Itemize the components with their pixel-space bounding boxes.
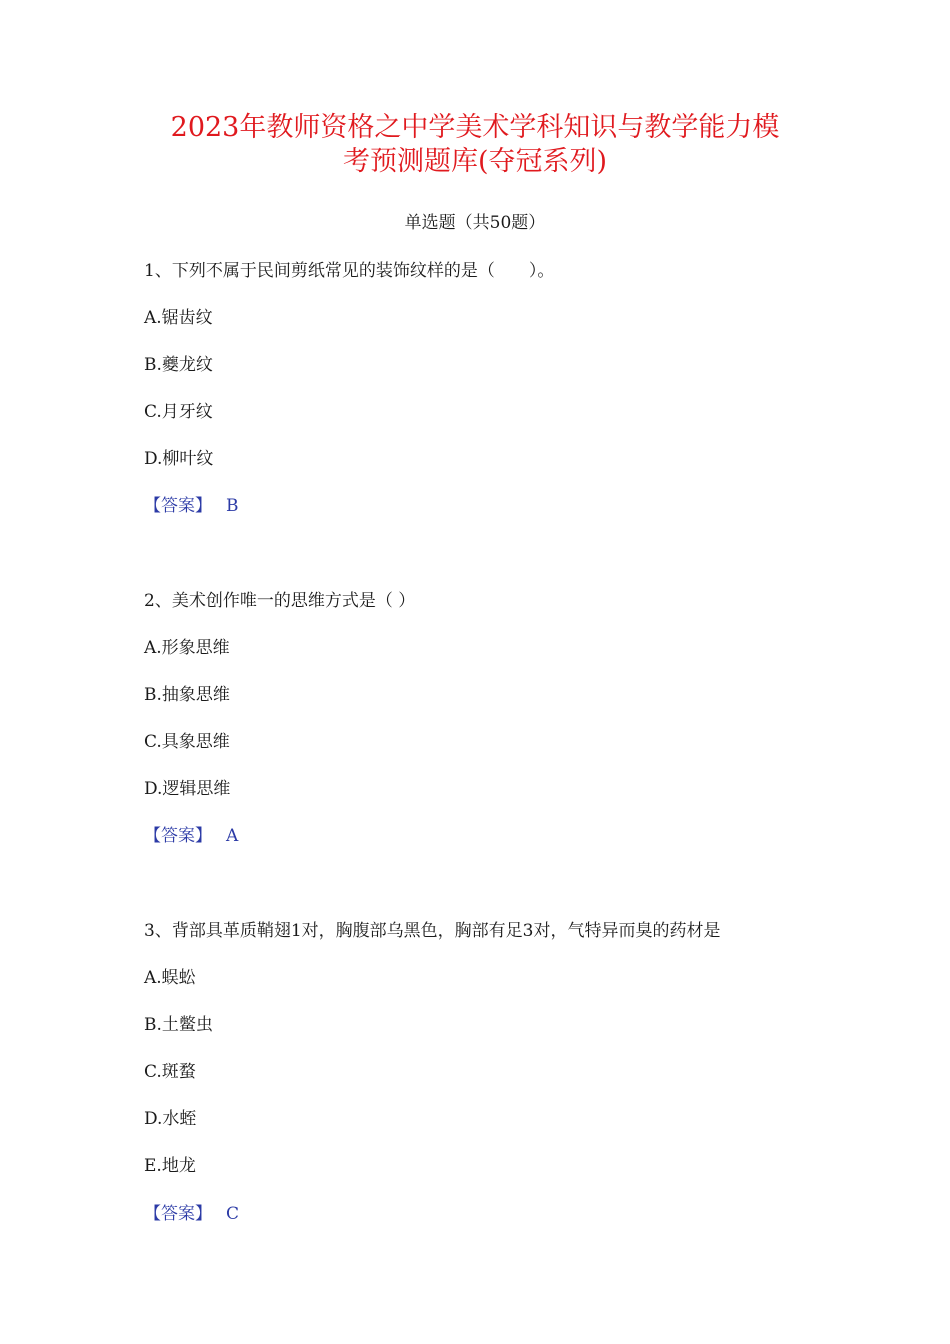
question-3-option-c: C.斑蝥 xyxy=(144,1062,196,1082)
question-1-option-b: B.夔龙纹 xyxy=(144,355,213,375)
answer-value: C xyxy=(226,1204,240,1224)
question-3-option-d: D.水蛭 xyxy=(144,1109,197,1129)
document-title-line-1: 2023年教师资格之中学美术学科知识与教学能力模 xyxy=(170,112,780,143)
section-heading: 单选题（共50题） xyxy=(404,213,546,233)
question-1-answer xyxy=(144,495,239,517)
document-title-line-2: 考预测题库(夺冠系列) xyxy=(342,146,608,177)
question-1-option-a: A.锯齿纹 xyxy=(144,308,213,328)
answer-value: B xyxy=(226,496,239,516)
question-2-option-c: C.具象思维 xyxy=(144,732,230,752)
question-3-answer xyxy=(144,1203,239,1225)
answer-label: 【答案】 xyxy=(144,1204,212,1224)
question-3-stem: 3、背部具革质鞘翅1对，胸腹部乌黑色，胸部有足3对，气特异而臭的药材是 xyxy=(144,921,721,941)
question-2-option-a: A.形象思维 xyxy=(144,638,230,658)
question-2-stem: 2、美术创作唯一的思维方式是（ ） xyxy=(144,591,416,611)
question-3-option-b: B.土鳖虫 xyxy=(144,1015,213,1035)
question-2-option-d: D.逻辑思维 xyxy=(144,779,231,799)
question-3-option-a: A.蜈蚣 xyxy=(144,968,196,988)
question-1-option-c: C.月牙纹 xyxy=(144,402,213,422)
question-2-option-b: B.抽象思维 xyxy=(144,685,230,705)
question-3-option-e: E.地龙 xyxy=(144,1156,196,1176)
question-2-answer xyxy=(144,825,238,847)
answer-value: A xyxy=(226,826,239,846)
question-1-stem: 1、下列不属于民间剪纸常见的装饰纹样的是（ ）。 xyxy=(144,261,555,281)
answer-label: 【答案】 xyxy=(144,496,212,516)
question-1-option-d: D.柳叶纹 xyxy=(144,449,214,469)
answer-label: 【答案】 xyxy=(144,826,212,846)
